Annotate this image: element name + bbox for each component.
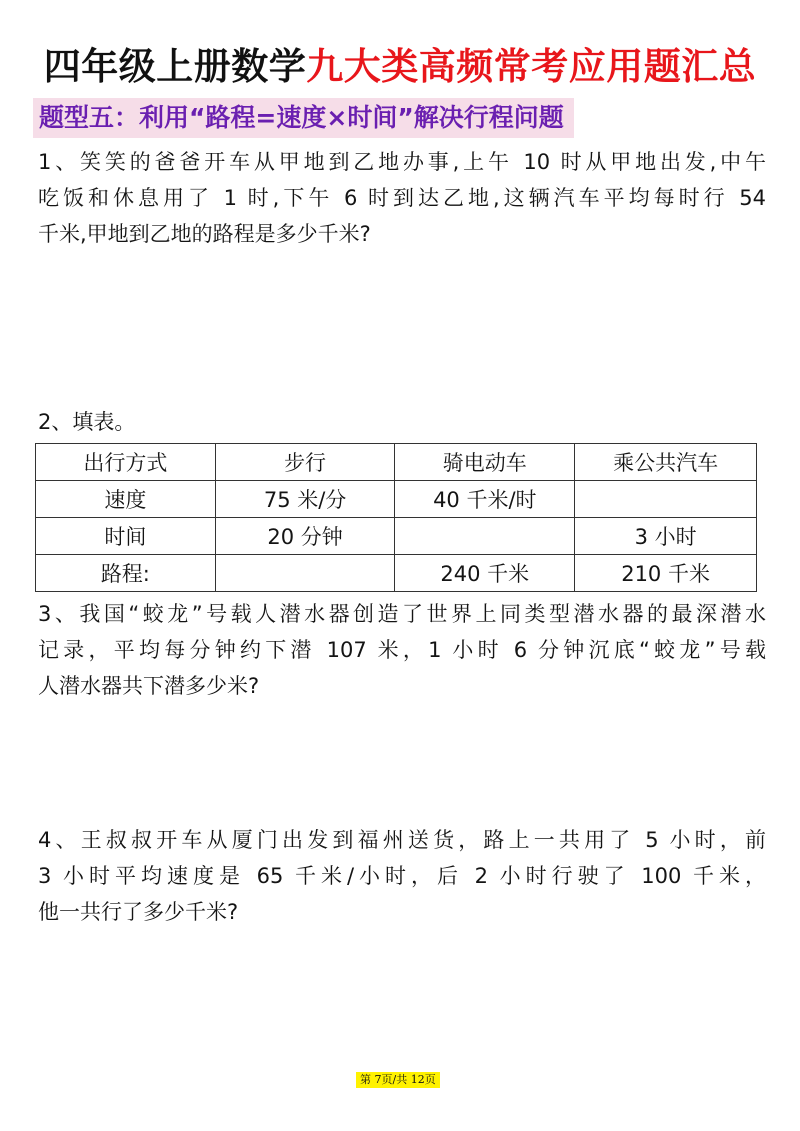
table-cell: 3 小时 — [575, 518, 757, 555]
table-cell-blank — [395, 518, 575, 555]
table-cell: 240 千米 — [395, 555, 575, 592]
table-row — [36, 518, 757, 555]
question-3-line-2: 记录，平均每分钟约下潜 107 米，1 小时 6 分钟沉底“蛟龙”号载 — [38, 638, 766, 662]
question-1-line-2: 吃饭和休息用了 1 时,下午 6 时到达乙地,这辆汽车平均每时行 54 — [38, 186, 766, 210]
title-part-topic: 九大类高频常考应用题汇总 — [306, 45, 757, 88]
table-cell: 速度 — [36, 481, 216, 518]
travel-fill-table — [35, 443, 757, 592]
question-4 — [38, 822, 766, 930]
section-heading: 题型五：利用“路程=速度×时间”解决行程问题 — [33, 98, 574, 138]
table-row — [36, 481, 757, 518]
question-2-intro: 2、填表。 — [38, 410, 136, 434]
table-header-cell: 骑电动车 — [395, 444, 575, 481]
table-header-cell: 出行方式 — [36, 444, 216, 481]
question-4-line-1: 4、王叔叔开车从厦门出发到福州送货，路上一共用了 5 小时，前 — [38, 828, 766, 852]
question-4-line-2: 3 小时平均速度是 65 千米/小时，后 2 小时行驶了 100 千米， — [38, 864, 766, 888]
question-3 — [38, 596, 766, 704]
question-3-line-3: 人潜水器共下潜多少米? — [38, 674, 260, 698]
table-cell: 路程: — [36, 555, 216, 592]
page-number-label: 第 7页/共 12页 — [356, 1072, 440, 1088]
question-1-line-1: 1、笑笑的爸爸开车从甲地到乙地办事,上午 10 时从甲地出发,中午 — [38, 150, 766, 174]
table-cell: 75 米/分 — [215, 481, 395, 518]
table-cell: 40 千米/时 — [395, 481, 575, 518]
table-cell: 时间 — [36, 518, 216, 555]
title-part-grade: 四年级上册数学 — [43, 45, 307, 88]
table-cell: 210 千米 — [575, 555, 757, 592]
question-1-line-3: 千米,甲地到乙地的路程是多少千米? — [38, 222, 371, 246]
page-title — [0, 42, 800, 92]
table-header-row — [36, 444, 757, 481]
table-header-cell: 步行 — [215, 444, 395, 481]
question-2 — [38, 404, 766, 440]
table-header-cell: 乘公共汽车 — [575, 444, 757, 481]
table-cell-blank — [215, 555, 395, 592]
question-4-line-3: 他一共行了多少千米? — [38, 900, 239, 924]
table-cell-blank — [575, 481, 757, 518]
question-1 — [38, 144, 766, 252]
question-3-line-1: 3、我国“蛟龙”号载人潜水器创造了世界上同类型潜水器的最深潜水 — [38, 602, 766, 626]
table-row — [36, 555, 757, 592]
table-cell: 20 分钟 — [215, 518, 395, 555]
